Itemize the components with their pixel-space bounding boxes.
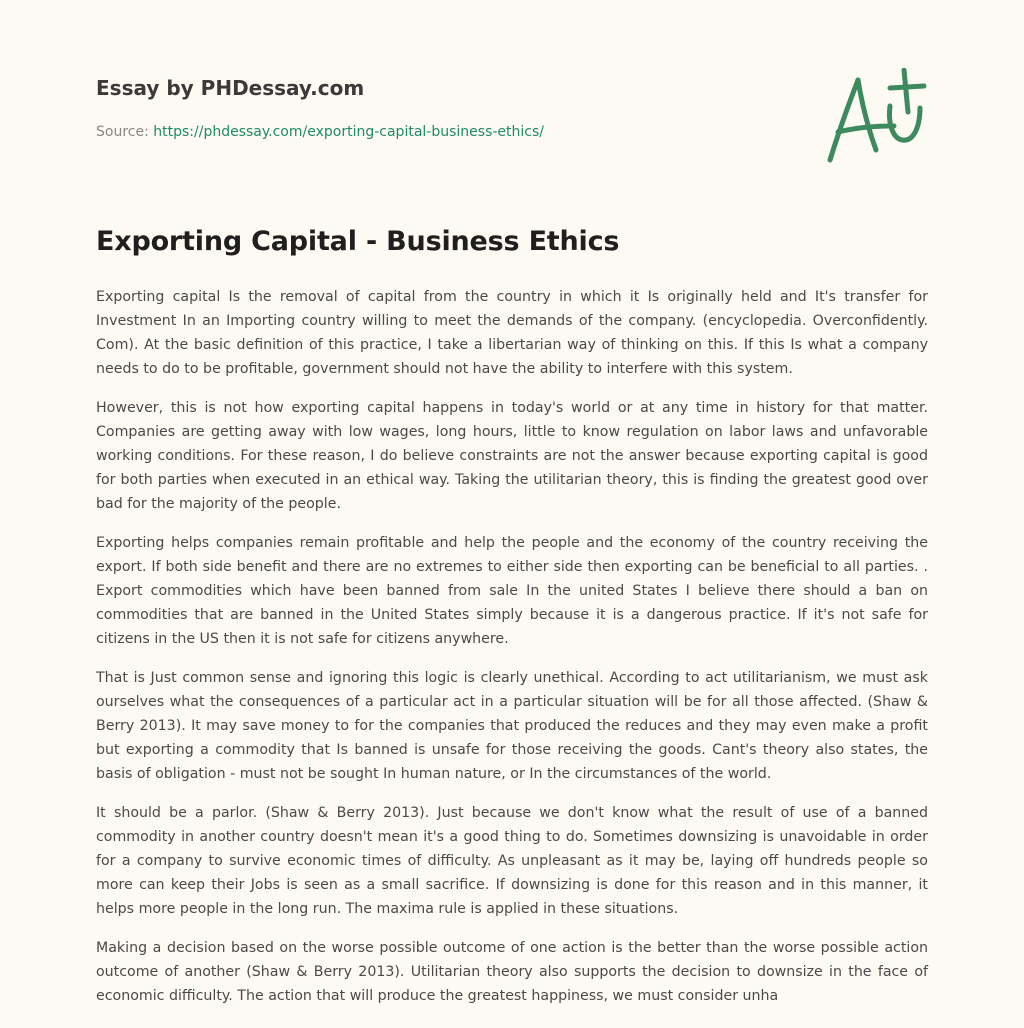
site-brand: Essay by PHDessay.com bbox=[96, 76, 365, 100]
source-label: Source: bbox=[96, 124, 154, 140]
essay-paragraph: Exporting capital Is the removal of capital from the country in which it Is originally held and It's transfer for Investment In an Importing country willing to meet the demands of the company. (encyclopedia. Overconfidently. Com). At the basic definition of this practice, I take a libertarian way of thinking on this. If this Is what a company needs to do to be profitable, government should not have the ability to interfere with this system. bbox=[96, 289, 928, 377]
source-link[interactable]: https://phdessay.com/exporting-capital-business-ethics/ bbox=[153, 124, 544, 140]
essay-paragraph: Making a decision based on the worse possible outcome of one action is the better than the worse possible action outcome of another (Shaw & Berry 2013). Utilitarian theory also supports the decision to downsize in the face of economic difficulty. The action that will produce the greatest happiness, we must consider unha bbox=[96, 940, 928, 1004]
page-title: Exporting Capital - Business Ethics bbox=[96, 226, 620, 257]
essay-body bbox=[96, 285, 928, 1023]
essay-paragraph: That is Just common sense and ignoring this logic is clearly unethical. According to act utilitarianism, we must ask ourselves what the consequences of a particular act in a particular situation will be for all those affected. (Shaw & Berry 2013). It may save money to for the companies that produced the reduces and they may even make a profit but exporting a commodity that Is banned is unsafe for those receiving the goods. Cant's theory also states, the basis of obligation - must not be sought In human nature, or In the circumstances of the world. bbox=[96, 670, 928, 782]
essay-paragraph: It should be a parlor. (Shaw & Berry 2013). Just because we don't know what the result of use of a banned commodity in another country doesn't mean it's a good thing to do. Sometimes downsizing is unavoidable in order for a company to survive economic times of difficulty. As unpleasant as it may be, laying off hundreds people so more can keep their Jobs is seen as a small sacrifice. If downsizing is done for this reason and in this manner, it helps more people in the long run. The maxima rule is applied in these situations. bbox=[96, 805, 928, 917]
essay-paragraph: Exporting helps companies remain profitable and help the people and the economy of the country receiving the export. If both side benefit and there are no extremes to either side then exporting can be beneficial to all parties. . Export commodities which have been banned from sale In the united States I believe there should a ban on commodities that are banned in the United States simply because it is a dangerous practice. If it's not safe for citizens in the US then it is not safe for citizens anywhere. bbox=[96, 535, 928, 647]
essay-paragraph: However, this is not how exporting capital happens in today's world or at any time in history for that matter. Companies are getting away with low wages, long hours, little to know regulation on labor laws and unfavorable working conditions. For these reason, I do believe constraints are not the answer because exporting capital is good for both parties when executed in an ethical way. Taking the utilitarian theory, this is finding the greatest good over bad for the majority of the people. bbox=[96, 400, 928, 512]
a-plus-grade-icon bbox=[824, 68, 928, 164]
source-line bbox=[96, 124, 544, 140]
